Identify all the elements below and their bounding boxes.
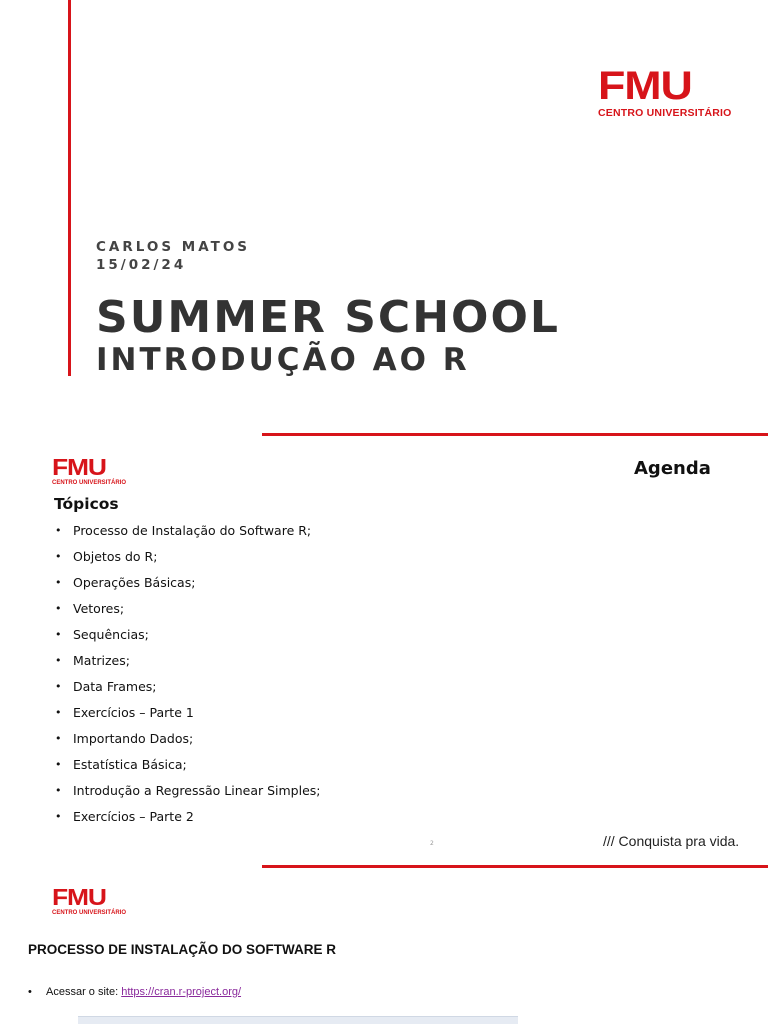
install-slide xyxy=(0,868,768,1024)
agenda-slide xyxy=(0,432,768,868)
topic-item: • Data Frames; xyxy=(54,674,321,700)
author-name: CARLOS MATOS xyxy=(96,239,251,255)
cran-link[interactable]: https://cran.r-project.org/ xyxy=(121,986,242,998)
topic-item: • Estatística Básica; xyxy=(54,752,321,778)
topic-item: • Vetores; xyxy=(54,596,321,622)
logo-subtitle: CENTRO UNIVERSITÁRIO xyxy=(52,480,127,486)
topic-item: • Introdução a Regressão Linear Simples; xyxy=(54,778,321,804)
slide-title: SUMMER SCHOOL xyxy=(96,292,560,343)
topic-item: • Operações Básicas; xyxy=(54,570,321,596)
logo-mark: FMU xyxy=(52,884,106,910)
author-block xyxy=(96,238,250,274)
agenda-heading: Agenda xyxy=(634,458,711,479)
topic-item: • Matrizes; xyxy=(54,648,321,674)
page-number: 2 xyxy=(430,840,434,847)
topic-item: • Exercícios – Parte 2 xyxy=(54,804,321,830)
tagline: /// Conquista pra vida. xyxy=(603,833,740,849)
topic-item: • Objetos do R; xyxy=(54,544,321,570)
logo-mark: FMU xyxy=(598,64,692,108)
accent-vertical-line xyxy=(68,0,71,376)
topics-list xyxy=(54,518,321,830)
logo-mark: FMU xyxy=(52,454,106,480)
logo-subtitle: CENTRO UNIVERSITÁRIO xyxy=(52,910,127,916)
topics-heading: Tópicos xyxy=(54,495,119,513)
topic-item: • Exercícios – Parte 1 xyxy=(54,700,321,726)
step-bullet: • xyxy=(28,986,32,998)
presentation-date: 15/02/24 xyxy=(96,257,187,273)
title-slide xyxy=(0,0,768,432)
top-divider xyxy=(262,433,768,436)
topic-item: • Importando Dados; xyxy=(54,726,321,752)
install-step xyxy=(28,986,241,998)
fmu-logo xyxy=(598,66,732,119)
browser-screenshot-edge xyxy=(78,1016,518,1024)
fmu-logo xyxy=(52,886,126,916)
slide-subtitle: INTRODUÇÃO AO R xyxy=(96,342,470,378)
topic-item: • Processo de Instalação do Software R; xyxy=(54,518,321,544)
fmu-logo xyxy=(52,456,126,486)
section-title: PROCESSO DE INSTALAÇÃO DO SOFTWARE R xyxy=(28,942,337,957)
step-label: Acessar o site: xyxy=(46,986,122,998)
logo-subtitle: CENTRO UNIVERSITÁRIO xyxy=(598,107,732,119)
topic-item: • Sequências; xyxy=(54,622,321,648)
